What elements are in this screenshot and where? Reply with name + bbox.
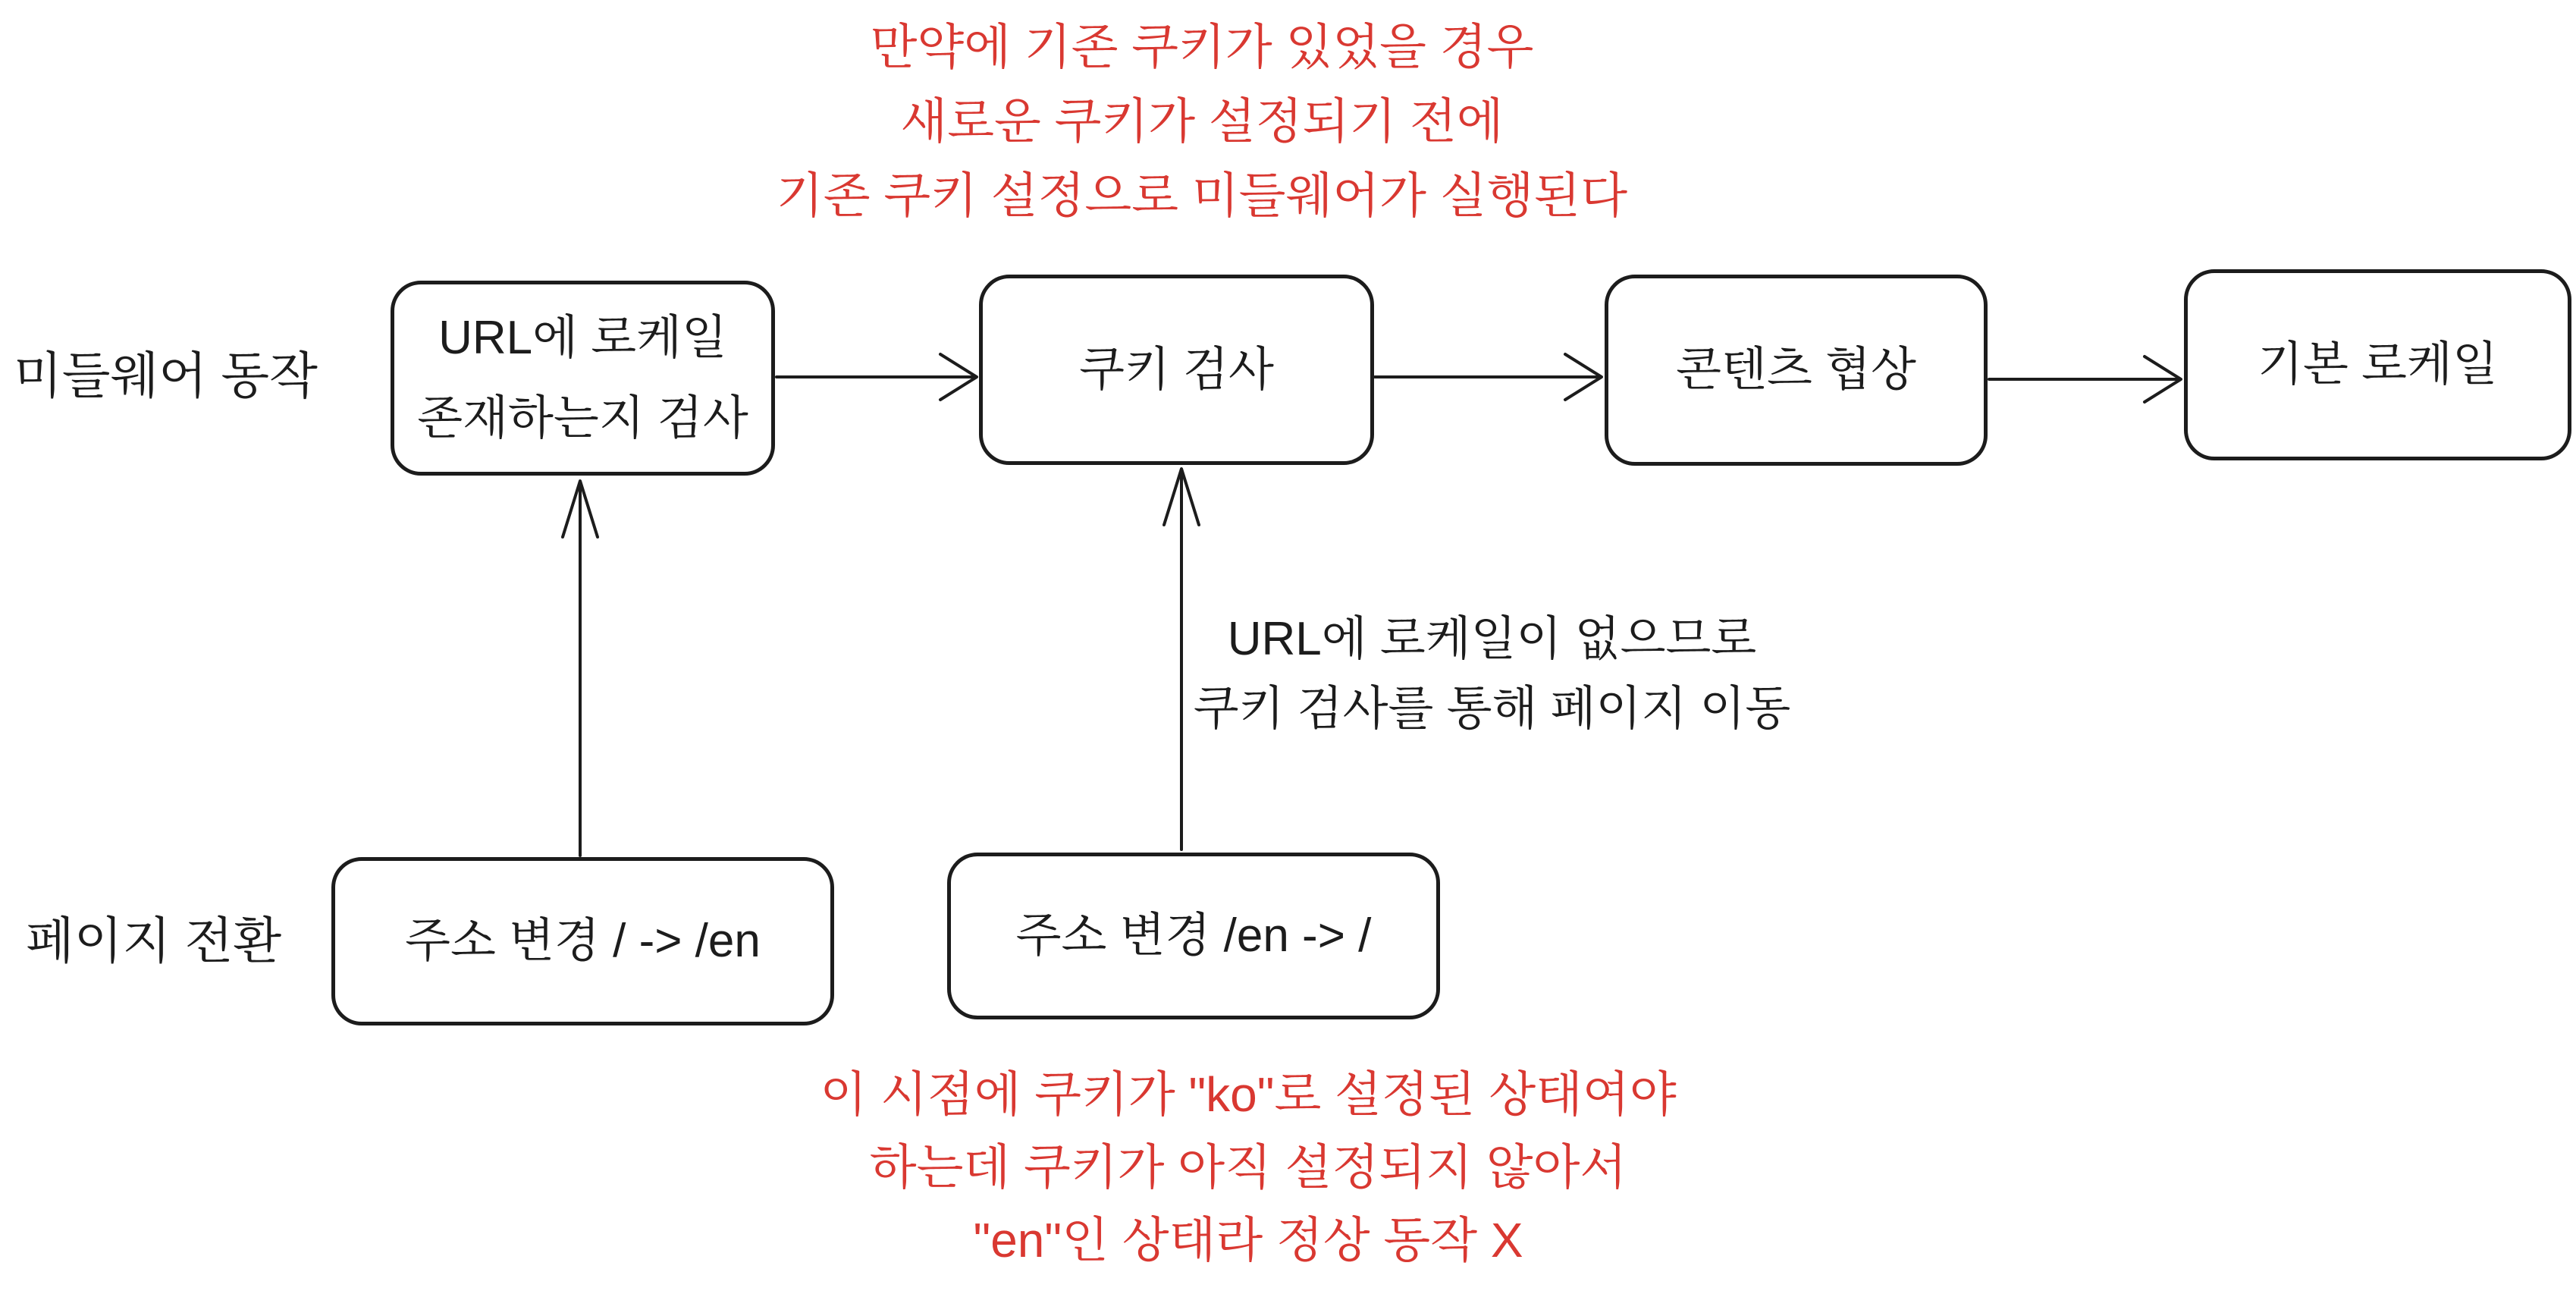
box-url-change-to-root-label: 주소 변경 /en -> / <box>1015 909 1372 963</box>
box-url-change-to-root <box>947 853 1440 1019</box>
box-default-locale-label: 기본 로케일 <box>2258 338 2498 391</box>
box-url-locale-check-line-2: 존재하는지 검사 <box>417 391 748 444</box>
middleware-row-label: 미들웨어 동작 <box>14 347 318 404</box>
cookie-arrow-annotation <box>1172 605 1812 744</box>
top-annotation-line-1: 만약에 기존 쿠키가 있었을 경우 <box>870 20 1534 74</box>
arrow-url-change-en-up <box>563 481 598 856</box>
bottom-annotation-line-1: 이 시점에 쿠키가 "ko"로 설정된 상태여야 <box>820 1067 1677 1122</box>
box-url-change-to-en-label: 주소 변경 / -> /en <box>405 915 761 968</box>
box-url-change-to-en <box>331 857 834 1025</box>
arrow-cookie-check-to-content-negotiation <box>1375 354 1602 400</box>
cookie-arrow-annotation-line-2: 쿠키 검사를 통해 페이지 이동 <box>1193 683 1791 735</box>
bottom-annotation-line-3: "en"인 상태라 정상 동작 X <box>973 1213 1523 1267</box>
bottom-annotation <box>778 1058 1718 1277</box>
cookie-arrow-annotation-line-1: URL에 로케일이 없으므로 <box>1227 613 1757 665</box>
box-default-locale <box>2184 269 2571 460</box>
arrow-content-negotiation-to-default-locale <box>1989 356 2181 402</box>
box-url-locale-check <box>391 281 775 476</box>
top-annotation-line-3: 기존 쿠키 설정으로 미들웨어가 실행된다 <box>776 168 1628 223</box>
box-content-negotiation <box>1605 275 1988 466</box>
page-transition-row-label: 페이지 전환 <box>26 912 282 969</box>
bottom-annotation-line-2: 하는데 쿠키가 아직 설정되지 않아서 <box>869 1140 1627 1195</box>
box-content-negotiation-label: 콘텐츠 협상 <box>1676 344 1916 397</box>
box-cookie-check <box>979 275 1374 465</box>
top-annotation <box>633 10 1771 233</box>
box-url-locale-check-line-1: URL에 로케일 <box>438 312 727 365</box>
arrow-url-check-to-cookie-check <box>777 354 977 400</box>
top-annotation-line-2: 새로운 쿠키가 설정되기 전에 <box>900 94 1504 149</box>
box-cookie-check-label: 쿠키 검사 <box>1079 343 1274 396</box>
